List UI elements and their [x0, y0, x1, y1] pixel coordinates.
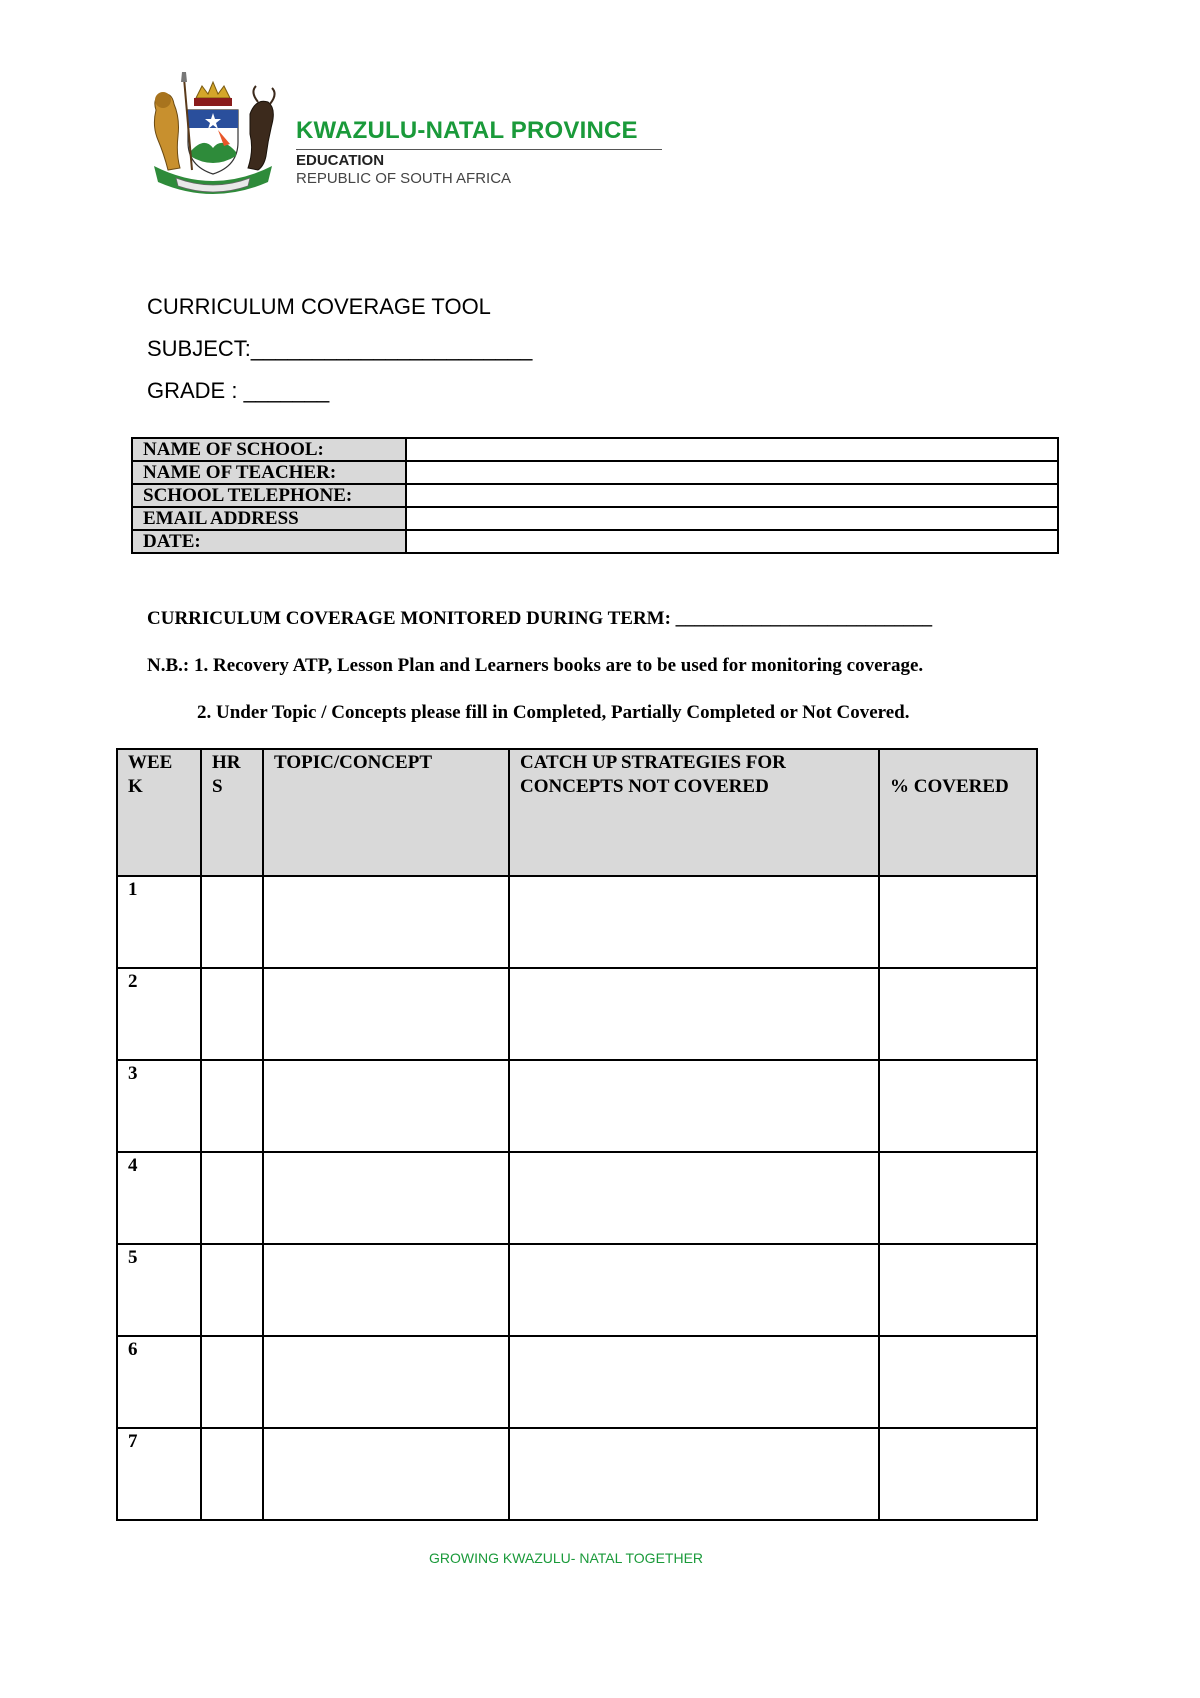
week-column-header	[117, 749, 201, 876]
hours-cell[interactable]	[201, 876, 263, 968]
week-number: 6	[117, 1336, 201, 1428]
catchup-cell[interactable]	[509, 1336, 879, 1428]
catchup-cell[interactable]	[509, 1244, 879, 1336]
table-row	[117, 876, 1037, 968]
week-number: 5	[117, 1244, 201, 1336]
school-info-row	[132, 530, 1058, 553]
school-info-row	[132, 461, 1058, 484]
note-1: N.B.: 1. Recovery ATP, Lesson Plan and Learners books are to be used for monitoring coverage.	[147, 655, 924, 676]
percent-cell[interactable]	[879, 1060, 1037, 1152]
table-row	[117, 1060, 1037, 1152]
catchup-cell[interactable]	[509, 968, 879, 1060]
hours-cell[interactable]	[201, 1244, 263, 1336]
topic-cell[interactable]	[263, 876, 509, 968]
catchup-cell[interactable]	[509, 1060, 879, 1152]
hours-cell[interactable]	[201, 968, 263, 1060]
week-number: 1	[117, 876, 201, 968]
coat-of-arms-logo	[146, 70, 280, 200]
school-name-input[interactable]	[406, 438, 1058, 461]
date-label: DATE:	[132, 530, 406, 553]
header-divider	[296, 149, 662, 150]
catchup-column-header	[509, 749, 879, 876]
week-number: 3	[117, 1060, 201, 1152]
teacher-name-input[interactable]	[406, 461, 1058, 484]
catchup-cell[interactable]	[509, 876, 879, 968]
province-name: KWAZULU-NATAL PROVINCE	[296, 117, 638, 144]
hours-header-line2: S	[212, 776, 223, 797]
hours-cell[interactable]	[201, 1336, 263, 1428]
school-telephone-input[interactable]	[406, 484, 1058, 507]
topic-cell[interactable]	[263, 1244, 509, 1336]
table-row	[117, 1244, 1037, 1336]
hours-column-header	[201, 749, 263, 876]
week-number: 7	[117, 1428, 201, 1520]
week-number: 4	[117, 1152, 201, 1244]
school-info-row	[132, 507, 1058, 530]
percent-cell[interactable]	[879, 968, 1037, 1060]
hours-cell[interactable]	[201, 1060, 263, 1152]
week-header-line1: WEE	[128, 752, 173, 773]
week-header-line2: K	[128, 776, 143, 797]
school-name-label: NAME OF SCHOOL:	[132, 438, 406, 461]
note-2: 2. Under Topic / Concepts please fill in Completed, Partially Completed or Not Covered.	[197, 702, 910, 723]
table-row	[117, 1428, 1037, 1520]
topic-cell[interactable]	[263, 1060, 509, 1152]
email-address-label: EMAIL ADDRESS	[132, 507, 406, 530]
topic-cell[interactable]	[263, 1152, 509, 1244]
topic-cell[interactable]	[263, 1336, 509, 1428]
grade-field[interactable]: GRADE : _______	[147, 378, 330, 403]
school-info-row	[132, 484, 1058, 507]
date-input[interactable]	[406, 530, 1058, 553]
catchup-header-line2: CONCEPTS NOT COVERED	[520, 776, 769, 797]
percent-cell[interactable]	[879, 1152, 1037, 1244]
hours-cell[interactable]	[201, 1152, 263, 1244]
table-row	[117, 1336, 1037, 1428]
hours-cell[interactable]	[201, 1428, 263, 1520]
school-info-row	[132, 438, 1058, 461]
catchup-cell[interactable]	[509, 1428, 879, 1520]
catchup-header-line1: CATCH UP STRATEGIES FOR	[520, 752, 786, 773]
hours-header-line1: HR	[212, 752, 241, 773]
footer-slogan: GROWING KWAZULU- NATAL TOGETHER	[428, 1550, 704, 1566]
percent-cell[interactable]	[879, 1428, 1037, 1520]
school-info-table	[131, 437, 1059, 554]
percent-cell[interactable]	[879, 876, 1037, 968]
term-monitored-field[interactable]: CURRICULUM COVERAGE MONITORED DURING TERM: ___________________________	[147, 608, 933, 629]
table-row	[117, 1152, 1037, 1244]
teacher-name-label: NAME OF TEACHER:	[132, 461, 406, 484]
coverage-table	[116, 748, 1038, 1521]
subject-field[interactable]: SUBJECT:_______________________	[147, 336, 533, 361]
country-name: REPUBLIC OF SOUTH AFRICA	[296, 170, 512, 187]
percent-covered-column-header: % COVERED	[879, 749, 1037, 876]
topic-column-header: TOPIC/CONCEPT	[263, 749, 509, 876]
topic-cell[interactable]	[263, 1428, 509, 1520]
table-row	[117, 968, 1037, 1060]
department-name: EDUCATION	[296, 152, 385, 169]
document-title: CURRICULUM COVERAGE TOOL	[147, 294, 491, 319]
email-address-input[interactable]	[406, 507, 1058, 530]
topic-cell[interactable]	[263, 968, 509, 1060]
percent-cell[interactable]	[879, 1336, 1037, 1428]
percent-cell[interactable]	[879, 1244, 1037, 1336]
week-number: 2	[117, 968, 201, 1060]
catchup-cell[interactable]	[509, 1152, 879, 1244]
school-telephone-label: SCHOOL TELEPHONE:	[132, 484, 406, 507]
coverage-header-row	[117, 749, 1037, 876]
